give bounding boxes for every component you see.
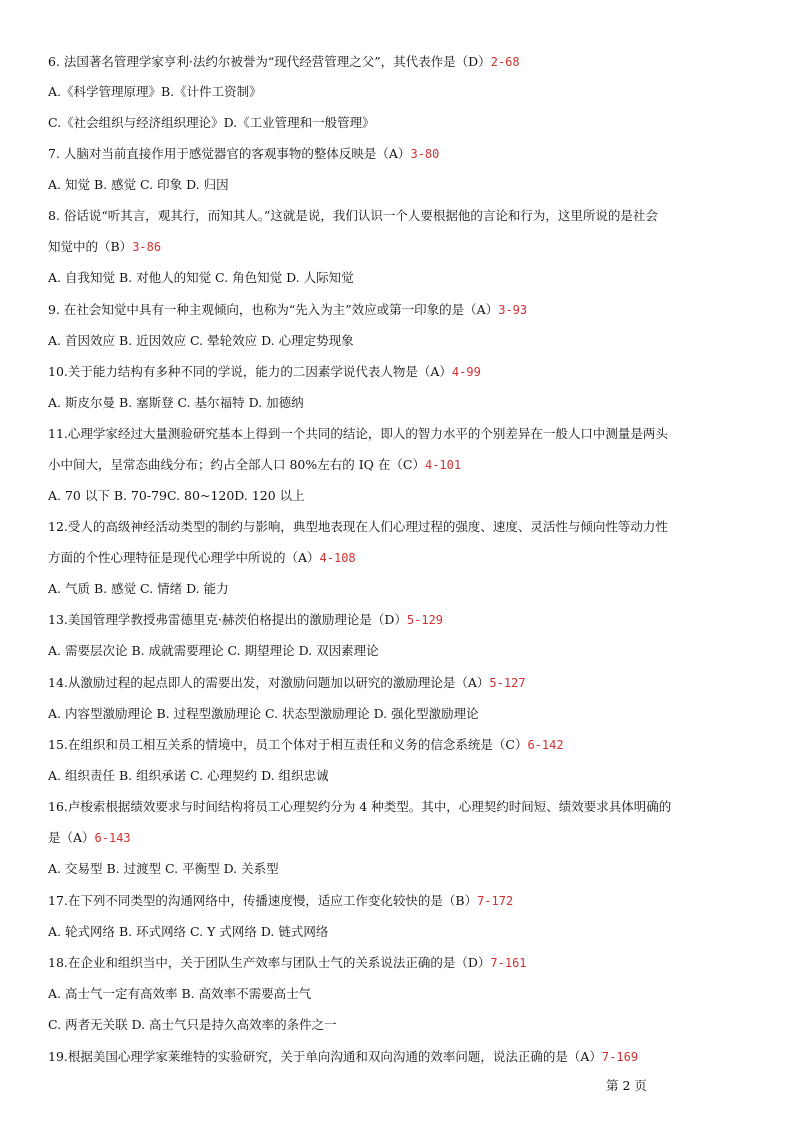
line-text: 18.在企业和组织当中，关于团队生产效率与团队士气的关系说法正确的是（D） xyxy=(48,955,491,970)
text-line xyxy=(48,395,304,411)
line-text: 小中间大，呈常态曲线分布；约占全部人口 80%左右的 IQ 在（C） xyxy=(48,457,425,472)
text-line xyxy=(48,239,161,255)
line-text: 7. 人脑对当前直接作用于感觉器官的客观事物的整体反映是（A） xyxy=(48,146,411,161)
line-text: C.《社会组织与经济组织理论》D.《工业管理和一般管理》 xyxy=(48,115,375,130)
line-text: 是（A） xyxy=(48,830,95,845)
text-line xyxy=(48,115,375,131)
text-line xyxy=(48,270,354,286)
text-line xyxy=(48,643,379,659)
page-reference: 6-142 xyxy=(527,738,564,752)
line-text: A. 知觉 B. 感觉 C. 印象 D. 归因 xyxy=(48,177,229,192)
text-line xyxy=(48,737,564,753)
text-line xyxy=(48,986,311,1002)
line-text: A. 交易型 B. 过渡型 C. 平衡型 D. 关系型 xyxy=(48,861,279,876)
text-line xyxy=(48,1017,337,1033)
line-text: 12.受人的高级神经活动类型的制约与影响，典型地表现在人们心理过程的强度、速度、灵活性与倾向性等动力性 xyxy=(48,519,668,534)
line-text: A. 70 以下 B. 70-79C. 80~120D. 120 以上 xyxy=(48,488,305,503)
line-text: A. 组织责任 B. 组织承诺 C. 心理契约 D. 组织忠诚 xyxy=(48,768,329,783)
page-reference: 5-127 xyxy=(489,676,526,690)
text-line xyxy=(48,302,527,318)
line-text: A. 斯皮尔曼 B. 塞斯登 C. 基尔福特 D. 加德纳 xyxy=(48,395,304,410)
line-text: 16.卢梭索根据绩效要求与时间结构将员工心理契约分为 4 种类型。其中，心理契约时间短、绩效要求具体明确的 xyxy=(48,799,672,814)
text-line xyxy=(48,488,305,504)
line-text: 11.心理学家经过大量测验研究基本上得到一个共同的结论，即人的智力水平的个别差异在一般人口中测量是两头 xyxy=(48,426,668,441)
line-text: 9. 在社会知觉中具有一种主观倾向，也称为“先入为主”效应或第一印象的是（A） xyxy=(48,302,499,317)
page-reference: 4-99 xyxy=(451,365,481,379)
text-line xyxy=(48,830,131,846)
text-line xyxy=(48,1049,638,1065)
line-text: 19.根据美国心理学家莱维特的实验研究，关于单向沟通和双向沟通的效率问题，说法正确的是（A） xyxy=(48,1049,602,1064)
line-text: A. 轮式网络 B. 环式网络 C. Y 式网络 D. 链式网络 xyxy=(48,924,329,939)
text-line xyxy=(48,675,526,691)
text-line xyxy=(48,177,229,193)
text-line xyxy=(48,768,329,784)
line-text: C. 两者无关联 D. 高士气只是持久高效率的条件之一 xyxy=(48,1017,337,1032)
text-line xyxy=(48,799,671,815)
line-text: A. 气质 B. 感觉 C. 情绪 D. 能力 xyxy=(48,581,229,596)
line-text: A. 内容型激励理论 B. 过程型激励理论 C. 状态型激励理论 D. 强化型激励理论 xyxy=(48,706,479,721)
line-text: A. 首因效应 B. 近因效应 C. 晕轮效应 D. 心理定势现象 xyxy=(48,333,354,348)
line-text: 15.在组织和员工相互关系的情境中，员工个体对于相互责任和义务的信念系统是（C） xyxy=(48,737,528,752)
text-line xyxy=(48,364,481,380)
line-text: 14.从激励过程的起点即人的需要出发，对激励问题加以研究的激励理论是（A） xyxy=(48,675,490,690)
text-line xyxy=(48,955,527,971)
line-text: 17.在下列不同类型的沟通网络中，传播速度慢，适应工作变化较快的是（B） xyxy=(48,893,478,908)
text-line xyxy=(48,426,668,442)
line-text: 方面的个性心理特征是现代心理学中所说的（A） xyxy=(48,550,320,565)
text-line xyxy=(48,146,439,162)
line-text: 8. 俗话说“听其言，观其行，而知其人。”这就是说，我们认识一个人要根据他的言论和行为，这里所说的是社会 xyxy=(48,208,658,223)
page-reference: 4-101 xyxy=(424,458,462,472)
page-reference: 7-169 xyxy=(601,1050,639,1064)
text-line xyxy=(48,861,279,877)
page-reference: 3-93 xyxy=(498,303,528,317)
line-text: A.《科学管理原理》B.《计件工资制》 xyxy=(48,84,262,99)
line-text: A. 高士气一定有高效率 B. 高效率不需要高士气 xyxy=(48,986,312,1001)
line-text: 知觉中的（B） xyxy=(48,239,133,254)
text-line xyxy=(48,893,513,909)
page-reference: 7-172 xyxy=(477,894,514,908)
text-line xyxy=(48,612,443,628)
text-line xyxy=(48,84,262,100)
text-line xyxy=(48,550,356,566)
text-line xyxy=(48,924,328,940)
text-line xyxy=(48,706,479,722)
text-line xyxy=(48,54,520,70)
page-number: 第 2 页 xyxy=(606,1078,647,1093)
page-reference: 3-80 xyxy=(410,147,440,161)
line-text: 6. 法国著名管理学家亨利·法约尔被誉为“现代经营管理之父”，其代表作是（D） xyxy=(48,54,491,69)
text-line xyxy=(48,457,461,473)
line-text: A. 需要层次论 B. 成就需要理论 C. 期望理论 D. 双因素理论 xyxy=(48,643,379,658)
line-text: A. 自我知觉 B. 对他人的知觉 C. 角色知觉 D. 人际知觉 xyxy=(48,270,354,285)
page-reference: 5-129 xyxy=(406,613,444,627)
line-text: 13.美国管理学教授弗雷德里克·赫茨伯格提出的激励理论是（D） xyxy=(48,612,407,627)
watermark xyxy=(150,860,610,1030)
page-reference: 4-108 xyxy=(319,551,356,565)
page-reference: 2-68 xyxy=(490,55,520,69)
text-line xyxy=(48,581,229,597)
page-reference: 6-143 xyxy=(94,831,131,845)
text-line xyxy=(48,208,658,224)
text-line xyxy=(48,333,354,349)
text-line xyxy=(48,519,668,535)
page-reference: 7-161 xyxy=(490,956,527,970)
line-text: 10.关于能力结构有多种不同的学说，能力的二因素学说代表人物是（A） xyxy=(48,364,452,379)
page-reference: 3-86 xyxy=(132,240,162,254)
